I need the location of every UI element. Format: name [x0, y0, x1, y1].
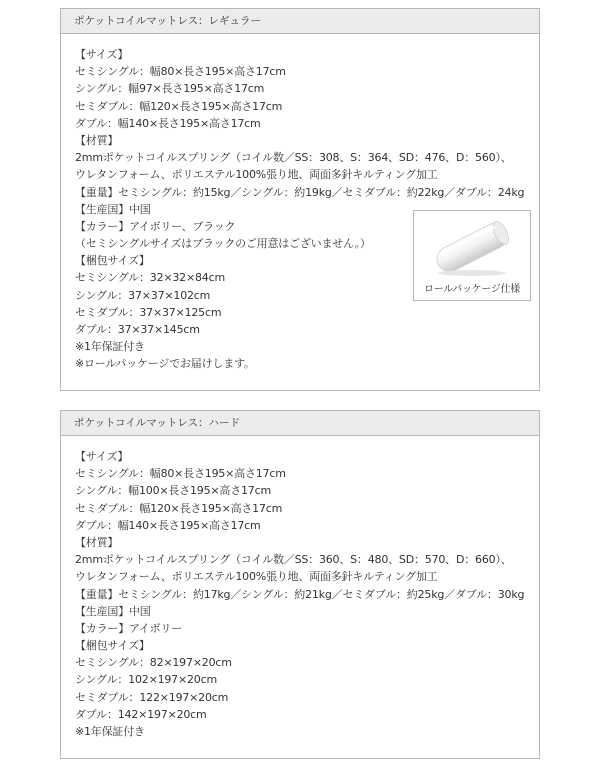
spec-line: ウレタンフォーム、ポリエステル100%張り地、両面多針キルティング加工 — [75, 168, 438, 182]
spec-line: ※1年保証付き — [75, 340, 145, 354]
spec-line: 2mmポケットコイルスプリング（コイル数／SS：308、S：364、SD：476、D：560）、 — [75, 151, 512, 165]
spec-line: ダブル：幅140×長さ195×高さ17cm — [75, 518, 261, 532]
spec-panel-hard — [60, 410, 540, 759]
roll-package-figure — [413, 210, 531, 301]
spec-line: シングル：幅97×長さ195×高さ17cm — [75, 82, 265, 96]
panel-title: ポケットコイルマットレス：ハード — [61, 411, 539, 436]
spec-line: 【梱包サイズ】 — [75, 639, 150, 653]
spec-line: セミダブル：37×37×125cm — [75, 305, 222, 319]
panel-title: ポケットコイルマットレス：レギュラー — [61, 9, 539, 34]
spec-line: セミダブル：122×197×20cm — [75, 690, 229, 704]
spec-line: セミダブル：幅120×長さ195×高さ17cm — [75, 99, 283, 113]
package-caption: ロールパッケージ仕様 — [424, 284, 520, 295]
spec-line: セミシングル：幅80×長さ195×高さ17cm — [75, 467, 286, 481]
spec-line: ※1年保証付き — [75, 725, 145, 738]
spec-line: シングル：幅100×長さ195×高さ17cm — [75, 484, 271, 498]
spec-panel-regular — [60, 8, 540, 391]
spec-line: セミシングル：32×32×84cm — [75, 271, 225, 285]
spec-line: （セミシングルサイズはブラックのご用意はございません。） — [75, 237, 371, 251]
rolled-mattress-image — [422, 216, 522, 278]
spec-line: 【材質】 — [75, 535, 119, 549]
spec-line: ダブル：142×197×20cm — [75, 707, 207, 721]
spec-line: 【材質】 — [75, 133, 119, 147]
spec-line: 【サイズ】 — [75, 48, 129, 61]
spec-line: シングル：37×37×102cm — [75, 288, 211, 302]
spec-line: 【カラー】アイボリー — [75, 621, 183, 635]
spec-line: 【重量】セミシングル：約17kg／シングル：約21kg／セミダブル：約25kg／ダブル：30kg — [75, 587, 525, 601]
spec-line: ※ロールパッケージでお届けします。 — [75, 357, 255, 371]
spec-line: 【生産国】中国 — [75, 604, 151, 618]
spec-line: セミシングル：82×197×20cm — [75, 656, 232, 670]
spec-line: 【重量】セミシングル：約15kg／シングル：約19kg／セミダブル：約22kg／ダブル：24kg — [75, 185, 525, 199]
spec-line: ダブル：幅140×長さ195×高さ17cm — [75, 116, 261, 130]
spec-line: 【梱包サイズ】 — [75, 254, 150, 268]
spec-line: ウレタンフォーム、ポリエステル100%張り地、両面多針キルティング加工 — [75, 570, 438, 584]
spec-line: シングル：102×197×20cm — [75, 673, 217, 687]
spec-line: 【生産国】中国 — [75, 202, 151, 216]
spec-line: ダブル：37×37×145cm — [75, 323, 200, 336]
spec-line: セミシングル：幅80×長さ195×高さ17cm — [75, 65, 286, 79]
spec-line: 2mmポケットコイルスプリング（コイル数／SS：360、S：480、SD：570、D：660）、 — [75, 553, 512, 567]
spec-line: 【サイズ】 — [75, 450, 129, 463]
spec-line: セミダブル：幅120×長さ195×高さ17cm — [75, 501, 283, 515]
spec-list — [75, 448, 524, 740]
spec-line: 【カラー】アイボリー、ブラック — [75, 219, 236, 233]
